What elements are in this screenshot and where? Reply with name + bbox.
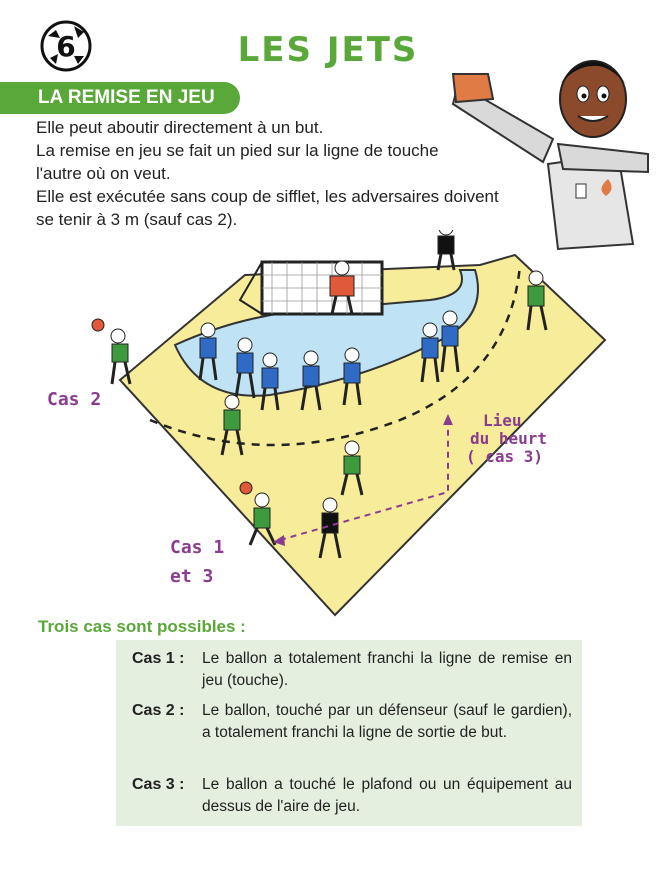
intro-line: l'autre où on veut. [36, 164, 171, 183]
ball [240, 482, 252, 494]
case-text: Le ballon, touché par un défenseur (sauf le gardien), a totalement franchi la ligne de sortie de but. [202, 702, 572, 741]
page-number: 6 [56, 30, 76, 63]
referee-illustration [448, 44, 653, 254]
page-title: LES JETS [237, 30, 419, 70]
section-heading: LA REMISE EN JEU [38, 87, 215, 108]
label-cas3: ( cas 3) [466, 447, 544, 466]
case-text: Le ballon a touché le plafond ou un équipement au dessus de l'aire de jeu. [202, 776, 572, 815]
case-key: Cas 2 : [132, 702, 185, 719]
case-item [132, 648, 572, 692]
case-key: Cas 1 : [132, 650, 185, 667]
intro-line: se tenir à 3 m (sauf cas 2). [36, 210, 238, 229]
case-item [132, 700, 572, 744]
ball [92, 319, 104, 331]
case-item [132, 774, 572, 818]
goal [240, 262, 382, 314]
label-cas1: Cas 1 [170, 537, 225, 558]
cases-title: Trois cas sont possibles : [38, 617, 246, 636]
case-text: Le ballon a totalement franchi la ligne de remise en jeu (touche). [202, 650, 572, 689]
case-key: Cas 3 : [132, 776, 185, 793]
court-diagram [0, 230, 656, 625]
intro-line: Elle peut aboutir directement à un but. [36, 118, 324, 137]
label-lieu: Lieu [483, 411, 522, 430]
label-cas2: Cas 2 [47, 389, 102, 410]
label-du-heurt: du heurt [470, 429, 548, 448]
cases-box [116, 640, 582, 826]
intro-line: La remise en jeu se fait un pied sur la ligne de touche [36, 141, 439, 160]
section-heading-bar [0, 82, 240, 114]
label-et3: et 3 [170, 566, 214, 587]
intro-line: Elle est exécutée sans coup de sifflet, les adversaires doivent [36, 187, 499, 206]
